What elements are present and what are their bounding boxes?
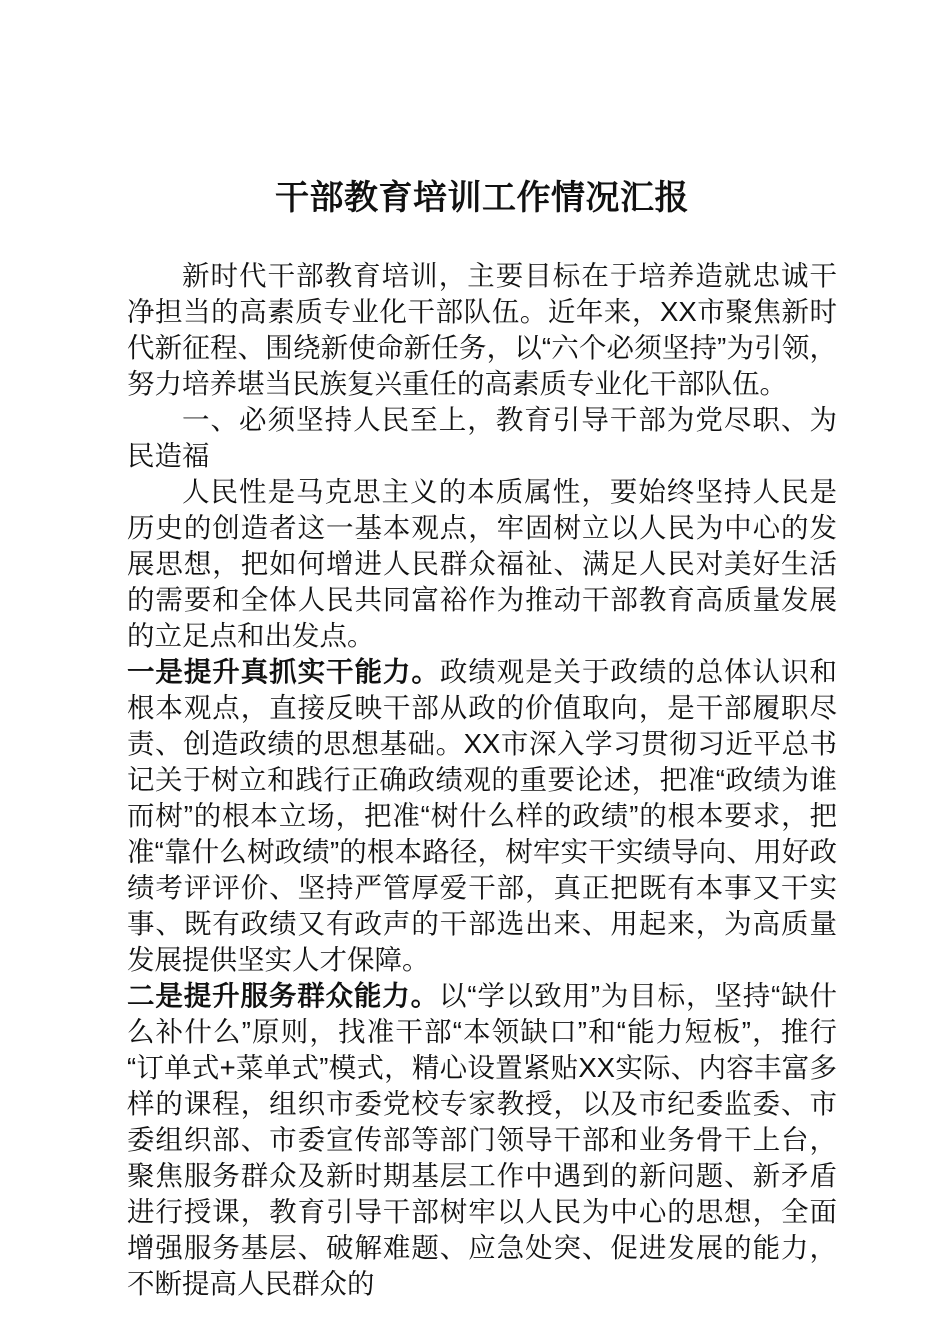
- page-title: 干部教育培训工作情况汇报: [275, 179, 689, 217]
- document-body: [127, 0, 837, 1302]
- point-2-lead: 二是提升服务群众能力。: [127, 980, 440, 1011]
- paragraph-point-1: [127, 654, 837, 978]
- point-2-text: 以“学以致用”为目标，坚持“缺什么补什么”原则，找准干部“本领缺口”和“能力短板”，推行“订单式+菜单式”模式，精心设置紧贴XX实际、内容丰富多样的课程，组织市委党校专家教授，以及市纪委监委、市委组织部、市委宣传部等部门领导干部和业务骨干上台，聚焦服务群众及新时期基层工作中遇到的新问题、新矛盾进行授课，教育引导干部树牢以人民为中心的思想，全面增强服务基层、破解难题、应急处突、促进发展的能力，不断提高人民群众的: [127, 980, 837, 1299]
- section-heading-1: 一、必须坚持人民至上，教育引导干部为党尽职、为民造福: [127, 404, 837, 471]
- point-1-lead: 一是提升真抓实干能力。: [127, 656, 440, 687]
- point-1-text: 政绩观是关于政绩的总体认识和根本观点，直接反映干部从政的价值取向，是干部履职尽责、创造政绩的思想基础。XX市深入学习贯彻习近平总书记关于树立和践行正确政绩观的重要论述，把准“政绩为谁而树”的根本立场，把准“树什么样的政绩”的根本要求，把准“靠什么树政绩”的根本路径，树牢实干实绩导向、用好政绩考评评价、坚持严管厚爱干部，真正把既有本事又干实事、既有政绩又有政声的干部选出来、用起来，为高质量发展提供坚实人才保障。: [127, 656, 837, 975]
- paragraph-point-2: [127, 978, 837, 1302]
- paragraph-section-1-body: 人民性是马克思主义的本质属性，要始终坚持人民是历史的创造者这一基本观点，牢固树立以人民为中心的发展思想，把如何增进人民群众福祉、满足人民对美好生活的需要和全体人民共同富裕作为推动干部教育高质量发展的立足点和出发点。: [127, 476, 837, 651]
- paragraph-intro: 新时代干部教育培训，主要目标在于培养造就忠诚干净担当的高素质专业化干部队伍。近年来，XX市聚焦新时代新征程、围绕新使命新任务，以“六个必须坚持”为引领，努力培养堪当民族复兴重任的高素质专业化干部队伍。: [127, 260, 837, 399]
